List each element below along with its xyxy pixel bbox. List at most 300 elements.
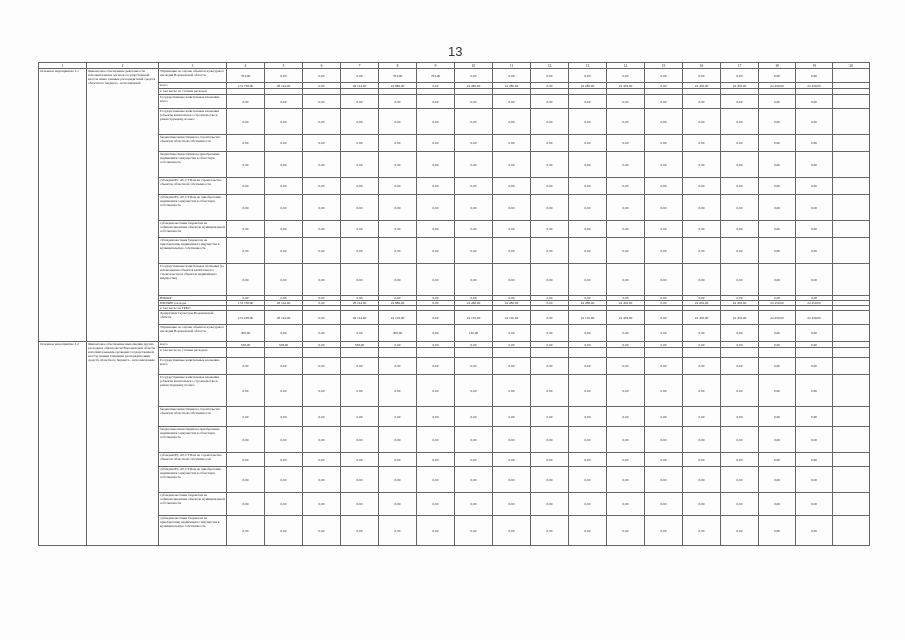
value-cell: 0,00 — [417, 311, 455, 325]
value-cell: 24 459,00 — [607, 311, 645, 325]
value-cell: 0,00 — [531, 516, 569, 546]
value-cell: 0,00 — [303, 358, 341, 375]
value-cell: 0,00 — [227, 135, 265, 152]
value-cell: 0,00 — [759, 95, 796, 109]
value-cell: 0,00 — [379, 109, 417, 135]
value-cell: 24 280,00 — [455, 301, 493, 306]
value-cell: 0,00 — [796, 516, 833, 546]
value-cell: 0,00 — [227, 152, 265, 178]
value-cell: 0,00 — [607, 342, 645, 348]
value-cell: 0,00 — [303, 342, 341, 348]
value-cell: 0,00 — [455, 238, 493, 264]
value-cell — [833, 264, 870, 296]
value-cell: 24 459,00 — [683, 301, 721, 306]
value-cell: 0,00 — [683, 358, 721, 375]
value-cell: 0,00 — [759, 516, 796, 546]
value-cell: 0,00 — [683, 296, 721, 301]
value-cell: 0,00 — [455, 195, 493, 221]
value-cell: 0,00 — [493, 407, 531, 427]
value-cell: 24 129,00 — [379, 311, 417, 325]
value-cell: 0,00 — [227, 453, 265, 467]
value-cell: 0,00 — [379, 375, 417, 407]
value-cell: 0,00 — [303, 178, 341, 195]
value-cell: 24 459,00 — [759, 311, 796, 325]
value-cell: 0,00 — [796, 109, 833, 135]
header-cell: 4 — [227, 63, 265, 69]
value-cell: 0,00 — [455, 135, 493, 152]
value-cell: 24 459,00 — [759, 301, 796, 306]
value-cell — [833, 95, 870, 109]
value-cell: 0,00 — [341, 221, 379, 238]
value-cell: 0,00 — [417, 493, 455, 516]
value-cell: 0,00 — [607, 95, 645, 109]
value-cell: 0,00 — [531, 311, 569, 325]
value-cell: 0,00 — [341, 375, 379, 407]
value-cell: 0,00 — [683, 325, 721, 342]
value-cell: 0,00 — [607, 375, 645, 407]
header-cell: 11 — [493, 63, 531, 69]
value-cell: 0,00 — [341, 427, 379, 453]
table-row — [39, 516, 870, 546]
value-cell: 0,00 — [227, 264, 265, 296]
value-cell: 0,00 — [607, 238, 645, 264]
value-cell: 793,00 — [417, 69, 455, 83]
value-cell: 0,00 — [796, 493, 833, 516]
value-cell: 0,00 — [417, 195, 455, 221]
value-cell: 0,00 — [645, 342, 683, 348]
value-cell: 0,00 — [645, 407, 683, 427]
row-label: Департамент культуры Воронежской области — [159, 311, 227, 325]
value-cell: 0,00 — [227, 427, 265, 453]
value-cell — [833, 69, 870, 83]
value-cell: 0,00 — [341, 238, 379, 264]
value-cell: 0,00 — [303, 301, 341, 306]
value-cell: 0,00 — [683, 453, 721, 467]
value-cell: 24 459,00 — [796, 301, 833, 306]
value-cell: 0,00 — [645, 95, 683, 109]
value-cell: 28 144,00 — [341, 83, 379, 89]
value-cell: 0,00 — [303, 152, 341, 178]
value-cell: 0,00 — [417, 109, 455, 135]
table-row — [39, 238, 870, 264]
value-cell: 24 280,00 — [569, 301, 607, 306]
value-cell: 0,00 — [417, 407, 455, 427]
row-label: Государственные капитальные вложения (за исключением объектов капитального строительства и объектов недвижимого имущества) — [159, 264, 227, 296]
value-cell: 0,00 — [759, 109, 796, 135]
value-cell: 0,00 — [303, 493, 341, 516]
table-row — [39, 358, 870, 375]
row-label: бюджетные инвестиции на приобретение недвижимого имущества в областную собственность — [159, 427, 227, 453]
value-cell: 0,00 — [455, 427, 493, 453]
value-cell: 0,00 — [341, 493, 379, 516]
value-cell — [833, 135, 870, 152]
value-cell: 0,00 — [796, 342, 833, 348]
header-cell: 9 — [417, 63, 455, 69]
row-label: в том числе по ГРБС: — [159, 306, 227, 311]
table-row — [39, 375, 870, 407]
value-cell: 0,00 — [493, 342, 531, 348]
value-cell — [833, 221, 870, 238]
value-cell: 0,00 — [569, 516, 607, 546]
value-cell: 0,00 — [265, 296, 303, 301]
value-cell — [683, 348, 721, 358]
value-cell: 0,00 — [683, 407, 721, 427]
value-cell: 0,00 — [493, 238, 531, 264]
value-cell: 0,00 — [531, 109, 569, 135]
table-row — [39, 467, 870, 493]
value-cell: 0,00 — [569, 342, 607, 348]
value-cell: 0,00 — [531, 238, 569, 264]
value-cell: 0,00 — [265, 493, 303, 516]
value-cell: 0,00 — [341, 69, 379, 83]
value-cell: 0,00 — [759, 358, 796, 375]
measure-code: Основное мероприятие 3.1 — [39, 69, 87, 342]
value-cell: 28 144,00 — [265, 83, 303, 89]
value-cell: 0,00 — [341, 358, 379, 375]
value-cell — [833, 109, 870, 135]
value-cell: 0,00 — [796, 238, 833, 264]
value-cell: 0,00 — [721, 407, 759, 427]
table-row — [39, 178, 870, 195]
value-cell: 0,00 — [683, 264, 721, 296]
value-cell: 0,00 — [417, 375, 455, 407]
value-cell: 0,00 — [607, 325, 645, 342]
value-cell: 24 459,00 — [721, 301, 759, 306]
table-row — [39, 95, 870, 109]
value-cell: 538,00 — [227, 342, 265, 348]
value-cell — [833, 467, 870, 493]
value-cell: 0,00 — [265, 467, 303, 493]
row-label: НИОКР — [159, 296, 227, 301]
table-row — [39, 348, 870, 358]
value-cell: 0,00 — [493, 195, 531, 221]
value-cell: 0,00 — [303, 516, 341, 546]
table-row — [39, 135, 870, 152]
value-cell: 0,00 — [531, 178, 569, 195]
value-cell: 0,00 — [379, 516, 417, 546]
value-cell: 0,00 — [455, 95, 493, 109]
table-row — [39, 69, 870, 83]
value-cell: 0,00 — [683, 195, 721, 221]
value-cell: 0,00 — [303, 325, 341, 342]
value-cell — [493, 348, 531, 358]
row-label: бюджетные инвестиции на строительство объектов областной собственности — [159, 135, 227, 152]
value-cell: 0,00 — [531, 221, 569, 238]
table-row — [39, 109, 870, 135]
value-cell — [833, 152, 870, 178]
header-cell: 7 — [341, 63, 379, 69]
header-cell: 5 — [265, 63, 303, 69]
row-label: Государственные капитальные вложения (объекты капитального строительства и реконструкции), из них: — [159, 109, 227, 135]
value-cell: 0,00 — [569, 264, 607, 296]
value-cell: 0,00 — [379, 238, 417, 264]
value-cell — [833, 375, 870, 407]
value-cell: 0,00 — [265, 264, 303, 296]
value-cell: 0,00 — [645, 83, 683, 89]
value-cell: 0,00 — [759, 467, 796, 493]
value-cell: 0,00 — [227, 178, 265, 195]
value-cell: 0,00 — [645, 516, 683, 546]
value-cell: 0,00 — [417, 83, 455, 89]
value-cell: 0,00 — [569, 375, 607, 407]
value-cell: 0,00 — [607, 296, 645, 301]
value-cell: 0,00 — [721, 453, 759, 467]
value-cell: 0,00 — [303, 467, 341, 493]
value-cell: 0,00 — [265, 358, 303, 375]
value-cell — [833, 407, 870, 427]
value-cell: 0,00 — [796, 178, 833, 195]
value-cell: 0,00 — [417, 325, 455, 342]
value-cell: 24 459,00 — [683, 311, 721, 325]
value-cell: 0,00 — [455, 407, 493, 427]
value-cell: 0,00 — [531, 325, 569, 342]
value-cell: 0,00 — [531, 342, 569, 348]
value-cell: 0,00 — [265, 238, 303, 264]
row-label: в том числе по статьям расходов: — [159, 348, 227, 358]
value-cell: 0,00 — [341, 453, 379, 467]
value-cell: 0,00 — [265, 152, 303, 178]
value-cell: 0,00 — [265, 407, 303, 427]
value-cell: 0,00 — [607, 516, 645, 546]
value-cell — [833, 516, 870, 546]
value-cell: 24 280,00 — [493, 83, 531, 89]
table-row — [39, 493, 870, 516]
row-label: Государственные капитальные вложения (объекты капитального строительства и реконструкции), из них: — [159, 375, 227, 407]
value-cell: 0,00 — [721, 493, 759, 516]
value-cell: 0,00 — [303, 407, 341, 427]
value-cell: 0,00 — [721, 178, 759, 195]
value-cell: 0,00 — [607, 152, 645, 178]
value-cell: 0,00 — [645, 427, 683, 453]
value-cell: 0,00 — [417, 301, 455, 306]
value-cell — [833, 325, 870, 342]
row-label: субсидии БУ, АУ, ГУПам на приобретение недвижимого имущества в областную собственность — [159, 195, 227, 221]
value-cell: 0,00 — [569, 95, 607, 109]
value-cell: 0,00 — [379, 178, 417, 195]
value-cell: 24 459,00 — [607, 83, 645, 89]
value-cell: 0,00 — [645, 109, 683, 135]
value-cell: 0,00 — [493, 358, 531, 375]
value-cell: 0,00 — [645, 296, 683, 301]
value-cell: 0,00 — [759, 493, 796, 516]
value-cell: 0,00 — [759, 178, 796, 195]
value-cell: 0,00 — [683, 135, 721, 152]
value-cell: 0,00 — [721, 135, 759, 152]
value-cell: 0,00 — [455, 375, 493, 407]
value-cell: 0,00 — [493, 516, 531, 546]
value-cell: 28 144,00 — [341, 301, 379, 306]
measure-title: Финансовое обеспечение деятельности исполнительных органов государственной власти, иных главных распорядителей средств областного бюджета - исполнителей — [87, 69, 159, 342]
value-cell: 0,00 — [759, 152, 796, 178]
measure-title: Финансовое обеспечение выполнения других расходных обязательств Воронежской области исполнительными органами государственной власти, иными главными распорядителями средств областного бюджета - исполнителями — [87, 342, 159, 546]
value-cell: 0,00 — [721, 467, 759, 493]
value-cell: 0,00 — [417, 152, 455, 178]
value-cell: 0,00 — [607, 178, 645, 195]
header-cell: 6 — [303, 63, 341, 69]
table-row — [39, 453, 870, 467]
value-cell: 0,00 — [531, 467, 569, 493]
value-cell: 0,00 — [455, 453, 493, 467]
value-cell: 0,00 — [341, 264, 379, 296]
value-cell: 0,00 — [493, 264, 531, 296]
value-cell: 0,00 — [531, 453, 569, 467]
value-cell: 0,00 — [379, 407, 417, 427]
value-cell: 24 459,00 — [607, 301, 645, 306]
header-cell: 3 — [159, 63, 227, 69]
value-cell: 793,00 — [227, 69, 265, 83]
value-cell: 0,00 — [607, 221, 645, 238]
table-row — [39, 427, 870, 453]
value-cell — [645, 348, 683, 358]
header-cell: 18 — [759, 63, 796, 69]
value-cell: 24 459,00 — [721, 311, 759, 325]
value-cell: 174 438,00 — [227, 311, 265, 325]
value-cell: 0,00 — [796, 407, 833, 427]
value-cell: 0,00 — [379, 427, 417, 453]
value-cell: 0,00 — [645, 238, 683, 264]
value-cell: 0,00 — [379, 195, 417, 221]
value-cell: 0,00 — [759, 264, 796, 296]
value-cell: 0,00 — [417, 296, 455, 301]
value-cell: 0,00 — [796, 264, 833, 296]
value-cell: 0,00 — [531, 195, 569, 221]
value-cell — [721, 348, 759, 358]
value-cell: 0,00 — [455, 296, 493, 301]
value-cell: 0,00 — [796, 467, 833, 493]
row-label: субсидии БУ, АУ, ГУПам на приобретение недвижимого имущества в областную собственность — [159, 467, 227, 493]
value-cell: 0,00 — [417, 467, 455, 493]
value-cell: 0,00 — [341, 296, 379, 301]
value-cell — [531, 348, 569, 358]
value-cell: 0,00 — [531, 493, 569, 516]
value-cell: 0,00 — [645, 375, 683, 407]
value-cell: 0,00 — [796, 221, 833, 238]
value-cell: 0,00 — [569, 467, 607, 493]
value-cell: 0,00 — [531, 69, 569, 83]
value-cell: 0,00 — [796, 135, 833, 152]
value-cell: 0,00 — [341, 178, 379, 195]
value-cell: 0,00 — [265, 69, 303, 83]
value-cell: 0,00 — [417, 238, 455, 264]
value-cell — [417, 348, 455, 358]
value-cell: 0,00 — [721, 152, 759, 178]
value-cell: 0,00 — [531, 375, 569, 407]
value-cell: 0,00 — [683, 95, 721, 109]
value-cell: 0,00 — [683, 69, 721, 83]
value-cell: 0,00 — [303, 453, 341, 467]
value-cell: 0,00 — [569, 69, 607, 83]
row-label: ПРОЧИЕ расходы — [159, 301, 227, 306]
value-cell: 0,00 — [341, 152, 379, 178]
value-cell: 24 459,00 — [796, 83, 833, 89]
header-cell: 12 — [531, 63, 569, 69]
value-cell: 0,00 — [455, 493, 493, 516]
value-cell: 24 150,00 — [493, 311, 531, 325]
value-cell: 0,00 — [227, 195, 265, 221]
header-cell: 14 — [607, 63, 645, 69]
value-cell: 24 459,00 — [721, 83, 759, 89]
value-cell: 0,00 — [227, 238, 265, 264]
row-label: субсидии местным бюджетам на софинансирование объектов муниципальной собственности — [159, 493, 227, 516]
value-cell: 24 459,00 — [796, 311, 833, 325]
value-cell — [341, 348, 379, 358]
value-cell: 0,00 — [569, 109, 607, 135]
value-cell — [759, 348, 796, 358]
value-cell: 0,00 — [531, 95, 569, 109]
value-cell: 0,00 — [721, 264, 759, 296]
value-cell: 24 280,00 — [455, 83, 493, 89]
value-cell: 0,00 — [531, 135, 569, 152]
header-cell: 19 — [796, 63, 833, 69]
value-cell: 0,00 — [569, 296, 607, 301]
value-cell: 0,00 — [455, 221, 493, 238]
value-cell — [833, 427, 870, 453]
value-cell: 28 144,00 — [265, 301, 303, 306]
row-label: всего — [159, 342, 227, 348]
row-label: субсидии БУ, АУ, ГУПам на строительство объектов областной собственности — [159, 453, 227, 467]
value-cell: 0,00 — [759, 453, 796, 467]
value-cell: 0,00 — [759, 427, 796, 453]
table-row — [39, 311, 870, 325]
value-cell: 0,00 — [721, 95, 759, 109]
value-cell: 0,00 — [607, 358, 645, 375]
value-cell: 0,00 — [227, 375, 265, 407]
value-cell: 0,00 — [227, 296, 265, 301]
value-cell: 0,00 — [645, 358, 683, 375]
value-cell: 24 280,00 — [493, 301, 531, 306]
value-cell: 0,00 — [569, 178, 607, 195]
row-label: субсидии БУ, АУ, ГУПам на строительство объектов областной собственности — [159, 178, 227, 195]
value-cell: 0,00 — [455, 152, 493, 178]
value-cell: 0,00 — [569, 453, 607, 467]
value-cell: 0,00 — [721, 375, 759, 407]
value-cell: 0,00 — [645, 493, 683, 516]
value-cell: 0,00 — [531, 83, 569, 89]
row-label: в том числе по статьям расходов — [159, 89, 227, 95]
value-cell: 0,00 — [341, 95, 379, 109]
value-cell: 0,00 — [379, 493, 417, 516]
value-cell: 0,00 — [265, 195, 303, 221]
table-row — [39, 264, 870, 296]
row-label: Управление по охране объектов культурного наследия Воронежской области — [159, 325, 227, 342]
table-row — [39, 195, 870, 221]
value-cell: 0,00 — [607, 453, 645, 467]
value-cell: 0,00 — [341, 407, 379, 427]
value-cell: 0,00 — [721, 358, 759, 375]
value-cell: 0,00 — [455, 358, 493, 375]
value-cell: 0,00 — [759, 342, 796, 348]
value-cell: 0,00 — [303, 264, 341, 296]
value-cell: 0,00 — [607, 195, 645, 221]
value-cell: 0,00 — [531, 358, 569, 375]
table-row — [39, 152, 870, 178]
value-cell — [833, 358, 870, 375]
value-cell: 0,00 — [493, 427, 531, 453]
value-cell: 0,00 — [455, 109, 493, 135]
value-cell: 0,00 — [683, 375, 721, 407]
value-cell: 0,00 — [493, 453, 531, 467]
value-cell: 0,00 — [227, 95, 265, 109]
row-label: Управление по охране объектов культурного наследия Воронежской области — [159, 69, 227, 83]
row-label: субсидии местным бюджетам на приобретение недвижимого имущества в муниципальную собственность — [159, 516, 227, 546]
value-cell: 0,00 — [759, 195, 796, 221]
value-cell: 0,00 — [531, 301, 569, 306]
value-cell: 0,00 — [759, 375, 796, 407]
value-cell: 0,00 — [607, 135, 645, 152]
header-cell: 2 — [87, 63, 159, 69]
value-cell: 0,00 — [683, 109, 721, 135]
value-cell: 0,00 — [569, 493, 607, 516]
